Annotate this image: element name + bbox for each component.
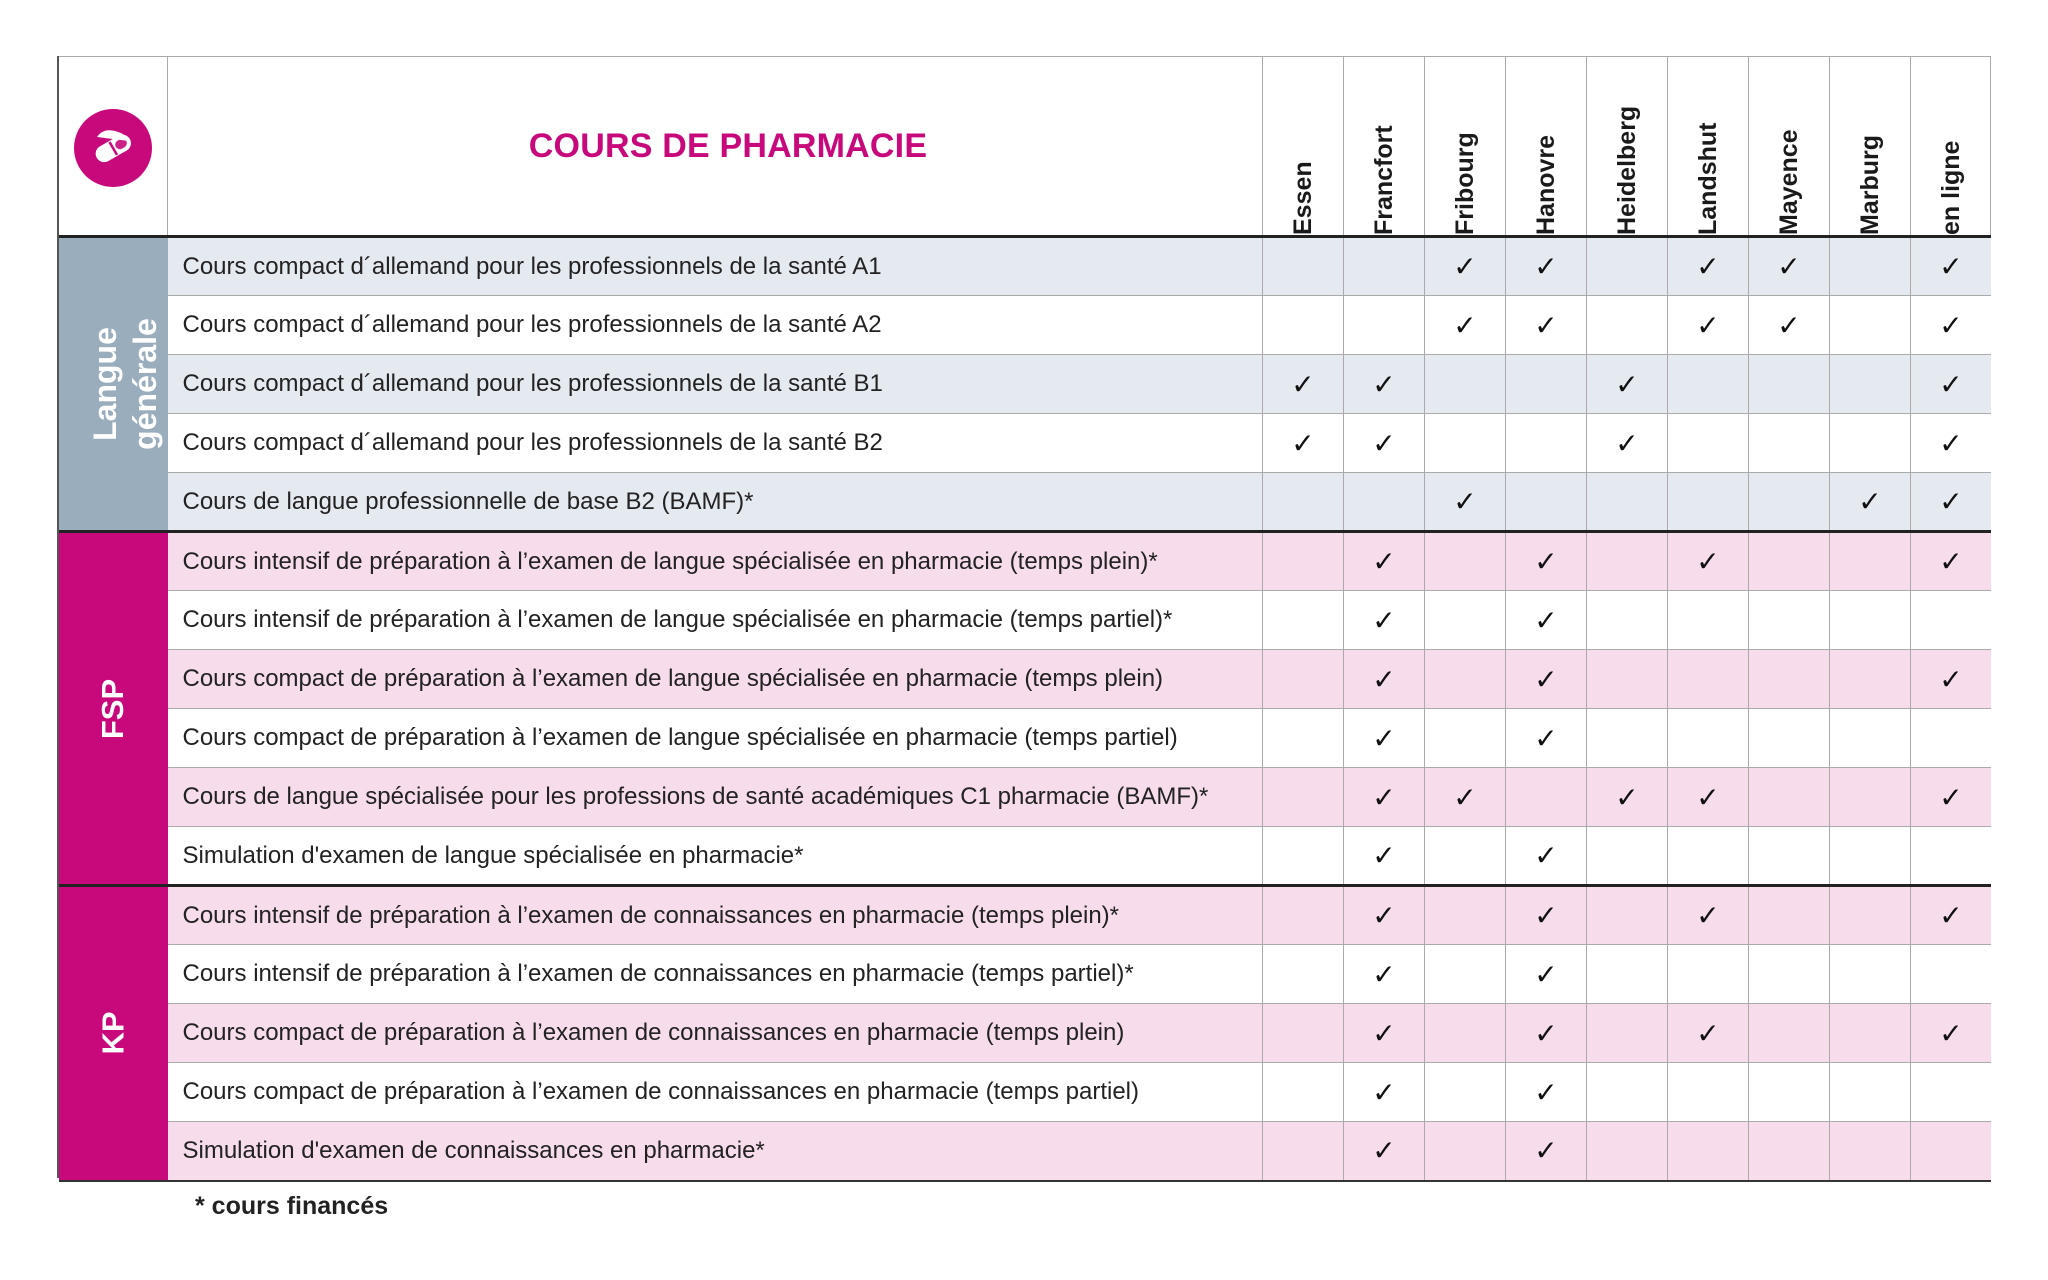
group-label-cell — [59, 532, 168, 886]
group-label-line: KP — [95, 1011, 131, 1055]
check-icon: ✓ — [1506, 296, 1587, 355]
empty-cell — [1263, 886, 1344, 945]
course-name: Cours intensif de préparation à l’examen de langue spécialisée en pharmacie (temps partiel)* — [168, 591, 1263, 650]
course-name: Cours intensif de préparation à l’examen de langue spécialisée en pharmacie (temps plein)* — [168, 532, 1263, 591]
empty-cell — [1506, 355, 1587, 414]
check-icon: ✓ — [1911, 532, 1992, 591]
check-icon: ✓ — [1344, 886, 1425, 945]
check-icon: ✓ — [1911, 237, 1992, 296]
course-name: Cours compact d´allemand pour les professionnels de la santé B2 — [168, 414, 1263, 473]
course-name: Cours compact d´allemand pour les professionnels de la santé A2 — [168, 296, 1263, 355]
group-label-line: générale — [126, 318, 163, 450]
check-icon: ✓ — [1506, 650, 1587, 709]
empty-cell — [1425, 1004, 1506, 1063]
empty-cell — [1830, 591, 1911, 650]
column-header-city — [1911, 57, 1992, 237]
course-name: Cours compact d´allemand pour les professionnels de la santé B1 — [168, 355, 1263, 414]
empty-cell — [1587, 237, 1668, 296]
city-label-wrap — [1425, 61, 1505, 235]
empty-cell — [1911, 945, 1992, 1004]
empty-cell — [1425, 1122, 1506, 1181]
empty-cell — [1344, 296, 1425, 355]
empty-cell — [1587, 473, 1668, 532]
pharmacy-logo — [74, 109, 152, 187]
check-icon: ✓ — [1749, 296, 1830, 355]
course-name: Cours compact de préparation à l’examen de connaissances en pharmacie (temps partiel) — [168, 1063, 1263, 1122]
empty-cell — [1263, 650, 1344, 709]
city-label-wrap — [1506, 61, 1586, 235]
empty-cell — [1749, 414, 1830, 473]
check-icon: ✓ — [1911, 355, 1992, 414]
empty-cell — [1344, 237, 1425, 296]
empty-cell — [1830, 650, 1911, 709]
empty-cell — [1830, 532, 1911, 591]
city-label: Hanovre — [1532, 134, 1560, 235]
empty-cell — [1263, 768, 1344, 827]
empty-cell — [1668, 945, 1749, 1004]
empty-cell — [1263, 591, 1344, 650]
city-label: Francfort — [1370, 125, 1398, 235]
course-name: Simulation d'examen de connaissances en pharmacie* — [168, 1122, 1263, 1181]
city-label: Mayence — [1775, 129, 1803, 235]
empty-cell — [1587, 591, 1668, 650]
group-label-cell — [59, 237, 168, 532]
empty-cell — [1263, 945, 1344, 1004]
check-icon: ✓ — [1911, 768, 1992, 827]
check-icon: ✓ — [1506, 886, 1587, 945]
check-icon: ✓ — [1911, 886, 1992, 945]
check-icon: ✓ — [1344, 532, 1425, 591]
column-header-city — [1749, 57, 1830, 237]
table-row — [59, 296, 1991, 355]
group-label — [93, 1012, 133, 1055]
check-icon: ✓ — [1587, 355, 1668, 414]
empty-cell — [1749, 945, 1830, 1004]
empty-cell — [1263, 1122, 1344, 1181]
check-icon: ✓ — [1344, 1063, 1425, 1122]
empty-cell — [1425, 1063, 1506, 1122]
check-icon: ✓ — [1506, 827, 1587, 886]
empty-cell — [1506, 473, 1587, 532]
table-row — [59, 650, 1991, 709]
empty-cell — [1263, 1004, 1344, 1063]
table-row — [59, 532, 1991, 591]
empty-cell — [1263, 237, 1344, 296]
empty-cell — [1830, 768, 1911, 827]
table-row — [59, 591, 1991, 650]
empty-cell — [1668, 355, 1749, 414]
empty-cell — [1911, 1122, 1992, 1181]
empty-cell — [1830, 945, 1911, 1004]
empty-cell — [1344, 473, 1425, 532]
empty-cell — [1425, 591, 1506, 650]
course-name: Cours compact de préparation à l’examen de langue spécialisée en pharmacie (temps plein) — [168, 650, 1263, 709]
empty-cell — [1668, 827, 1749, 886]
check-icon: ✓ — [1263, 355, 1344, 414]
course-name: Cours intensif de préparation à l’examen de connaissances en pharmacie (temps partiel)* — [168, 945, 1263, 1004]
check-icon: ✓ — [1668, 532, 1749, 591]
empty-cell — [1263, 532, 1344, 591]
empty-cell — [1749, 1122, 1830, 1181]
empty-cell — [1749, 650, 1830, 709]
empty-cell — [1425, 650, 1506, 709]
check-icon: ✓ — [1830, 473, 1911, 532]
check-icon: ✓ — [1668, 237, 1749, 296]
empty-cell — [1425, 414, 1506, 473]
table-row — [59, 237, 1991, 296]
table-row — [59, 945, 1991, 1004]
city-label-wrap — [1344, 61, 1424, 235]
table-row — [59, 1122, 1991, 1181]
pill-icon — [85, 120, 141, 176]
city-label-wrap — [1263, 61, 1343, 235]
check-icon: ✓ — [1344, 1004, 1425, 1063]
table-row — [59, 1063, 1991, 1122]
check-icon: ✓ — [1749, 237, 1830, 296]
empty-cell — [1587, 296, 1668, 355]
empty-cell — [1830, 355, 1911, 414]
course-name: Cours de langue spécialisée pour les professions de santé académiques C1 pharmacie (BAMF)* — [168, 768, 1263, 827]
empty-cell — [1668, 650, 1749, 709]
check-icon: ✓ — [1425, 768, 1506, 827]
check-icon: ✓ — [1911, 296, 1992, 355]
course-name: Cours compact d´allemand pour les professionnels de la santé A1 — [168, 237, 1263, 296]
check-icon: ✓ — [1344, 827, 1425, 886]
check-icon: ✓ — [1344, 768, 1425, 827]
check-icon: ✓ — [1344, 650, 1425, 709]
empty-cell — [1749, 473, 1830, 532]
group-label — [93, 678, 133, 738]
check-icon: ✓ — [1668, 296, 1749, 355]
empty-cell — [1587, 532, 1668, 591]
table-row — [59, 768, 1991, 827]
course-name: Cours compact de préparation à l’examen de connaissances en pharmacie (temps plein) — [168, 1004, 1263, 1063]
check-icon: ✓ — [1425, 296, 1506, 355]
course-name: Simulation d'examen de langue spécialisée en pharmacie* — [168, 827, 1263, 886]
check-icon: ✓ — [1344, 414, 1425, 473]
empty-cell — [1587, 945, 1668, 1004]
check-icon: ✓ — [1425, 473, 1506, 532]
column-header-city — [1830, 57, 1911, 237]
title-cell — [168, 57, 1263, 237]
check-icon: ✓ — [1911, 1004, 1992, 1063]
empty-cell — [1668, 1122, 1749, 1181]
check-icon: ✓ — [1344, 355, 1425, 414]
empty-cell — [1830, 709, 1911, 768]
empty-cell — [1749, 768, 1830, 827]
city-label-wrap — [1749, 61, 1829, 235]
check-icon: ✓ — [1506, 237, 1587, 296]
check-icon: ✓ — [1506, 709, 1587, 768]
city-label: Heidelberg — [1613, 105, 1641, 235]
empty-cell — [1830, 296, 1911, 355]
logo-cell — [59, 57, 168, 237]
table-row — [59, 886, 1991, 945]
check-icon: ✓ — [1506, 945, 1587, 1004]
table-row — [59, 473, 1991, 532]
column-header-city — [1344, 57, 1425, 237]
empty-cell — [1587, 709, 1668, 768]
empty-cell — [1668, 591, 1749, 650]
empty-cell — [1911, 827, 1992, 886]
check-icon: ✓ — [1668, 768, 1749, 827]
course-name: Cours compact de préparation à l’examen de langue spécialisée en pharmacie (temps partiel) — [168, 709, 1263, 768]
check-icon: ✓ — [1668, 1004, 1749, 1063]
column-header-city — [1425, 57, 1506, 237]
city-label: en ligne — [1937, 140, 1965, 235]
empty-cell — [1425, 945, 1506, 1004]
city-label: Marburg — [1856, 135, 1884, 235]
check-icon: ✓ — [1506, 532, 1587, 591]
empty-cell — [1830, 1004, 1911, 1063]
table-row — [59, 414, 1991, 473]
city-label-wrap — [1830, 61, 1910, 235]
empty-cell — [1749, 1004, 1830, 1063]
empty-cell — [1425, 827, 1506, 886]
course-name: Cours de langue professionnelle de base B2 (BAMF)* — [168, 473, 1263, 532]
page-title: COURS DE PHARMACIE — [528, 126, 928, 165]
check-icon: ✓ — [1506, 1004, 1587, 1063]
empty-cell — [1668, 473, 1749, 532]
group-label — [85, 318, 165, 450]
check-icon: ✓ — [1587, 414, 1668, 473]
footnote: * cours financés — [195, 1192, 389, 1220]
check-icon: ✓ — [1506, 1063, 1587, 1122]
empty-cell — [1263, 296, 1344, 355]
table-row — [59, 355, 1991, 414]
empty-cell — [1911, 1063, 1992, 1122]
empty-cell — [1263, 827, 1344, 886]
empty-cell — [1587, 650, 1668, 709]
check-icon: ✓ — [1506, 1122, 1587, 1181]
empty-cell — [1830, 886, 1911, 945]
city-label-wrap — [1911, 61, 1991, 235]
empty-cell — [1749, 591, 1830, 650]
empty-cell — [1749, 1063, 1830, 1122]
check-icon: ✓ — [1344, 591, 1425, 650]
empty-cell — [1749, 827, 1830, 886]
table-body — [59, 237, 1991, 1181]
city-label: Fribourg — [1451, 132, 1479, 235]
empty-cell — [1749, 532, 1830, 591]
empty-cell — [1506, 414, 1587, 473]
group-label-cell — [59, 886, 168, 1181]
group-label-line: Langue — [86, 327, 123, 441]
empty-cell — [1668, 414, 1749, 473]
empty-cell — [1587, 1122, 1668, 1181]
empty-cell — [1263, 473, 1344, 532]
empty-cell — [1587, 1063, 1668, 1122]
city-label-wrap — [1587, 61, 1667, 235]
city-label: Landshut — [1694, 122, 1722, 235]
empty-cell — [1911, 591, 1992, 650]
empty-cell — [1425, 532, 1506, 591]
table-row — [59, 709, 1991, 768]
empty-cell — [1668, 709, 1749, 768]
empty-cell — [1911, 709, 1992, 768]
column-header-city — [1587, 57, 1668, 237]
group-label-line: FSP — [95, 678, 131, 739]
check-icon: ✓ — [1344, 1122, 1425, 1181]
empty-cell — [1830, 1063, 1911, 1122]
check-icon: ✓ — [1587, 768, 1668, 827]
check-icon: ✓ — [1263, 414, 1344, 473]
empty-cell — [1830, 827, 1911, 886]
course-name: Cours intensif de préparation à l’examen de connaissances en pharmacie (temps plein)* — [168, 886, 1263, 945]
city-label-wrap — [1668, 61, 1748, 235]
empty-cell — [1263, 1063, 1344, 1122]
empty-cell — [1749, 709, 1830, 768]
empty-cell — [1587, 1004, 1668, 1063]
city-label: Essen — [1289, 161, 1317, 235]
empty-cell — [1425, 709, 1506, 768]
empty-cell — [1263, 709, 1344, 768]
empty-cell — [1830, 237, 1911, 296]
column-header-city — [1506, 57, 1587, 237]
course-table — [59, 56, 1991, 1182]
empty-cell — [1668, 1063, 1749, 1122]
empty-cell — [1587, 827, 1668, 886]
empty-cell — [1425, 355, 1506, 414]
check-icon: ✓ — [1344, 709, 1425, 768]
column-header-city — [1668, 57, 1749, 237]
empty-cell — [1830, 1122, 1911, 1181]
empty-cell — [1749, 355, 1830, 414]
table-row — [59, 827, 1991, 886]
check-icon: ✓ — [1344, 945, 1425, 1004]
column-header-city — [1263, 57, 1344, 237]
check-icon: ✓ — [1911, 414, 1992, 473]
table-row — [59, 1004, 1991, 1063]
empty-cell — [1749, 886, 1830, 945]
course-table-frame — [57, 56, 1991, 1178]
check-icon: ✓ — [1911, 650, 1992, 709]
empty-cell — [1587, 886, 1668, 945]
check-icon: ✓ — [1425, 237, 1506, 296]
check-icon: ✓ — [1911, 473, 1992, 532]
empty-cell — [1506, 768, 1587, 827]
check-icon: ✓ — [1668, 886, 1749, 945]
check-icon: ✓ — [1506, 591, 1587, 650]
empty-cell — [1830, 414, 1911, 473]
table-header-row — [59, 57, 1991, 237]
empty-cell — [1425, 886, 1506, 945]
